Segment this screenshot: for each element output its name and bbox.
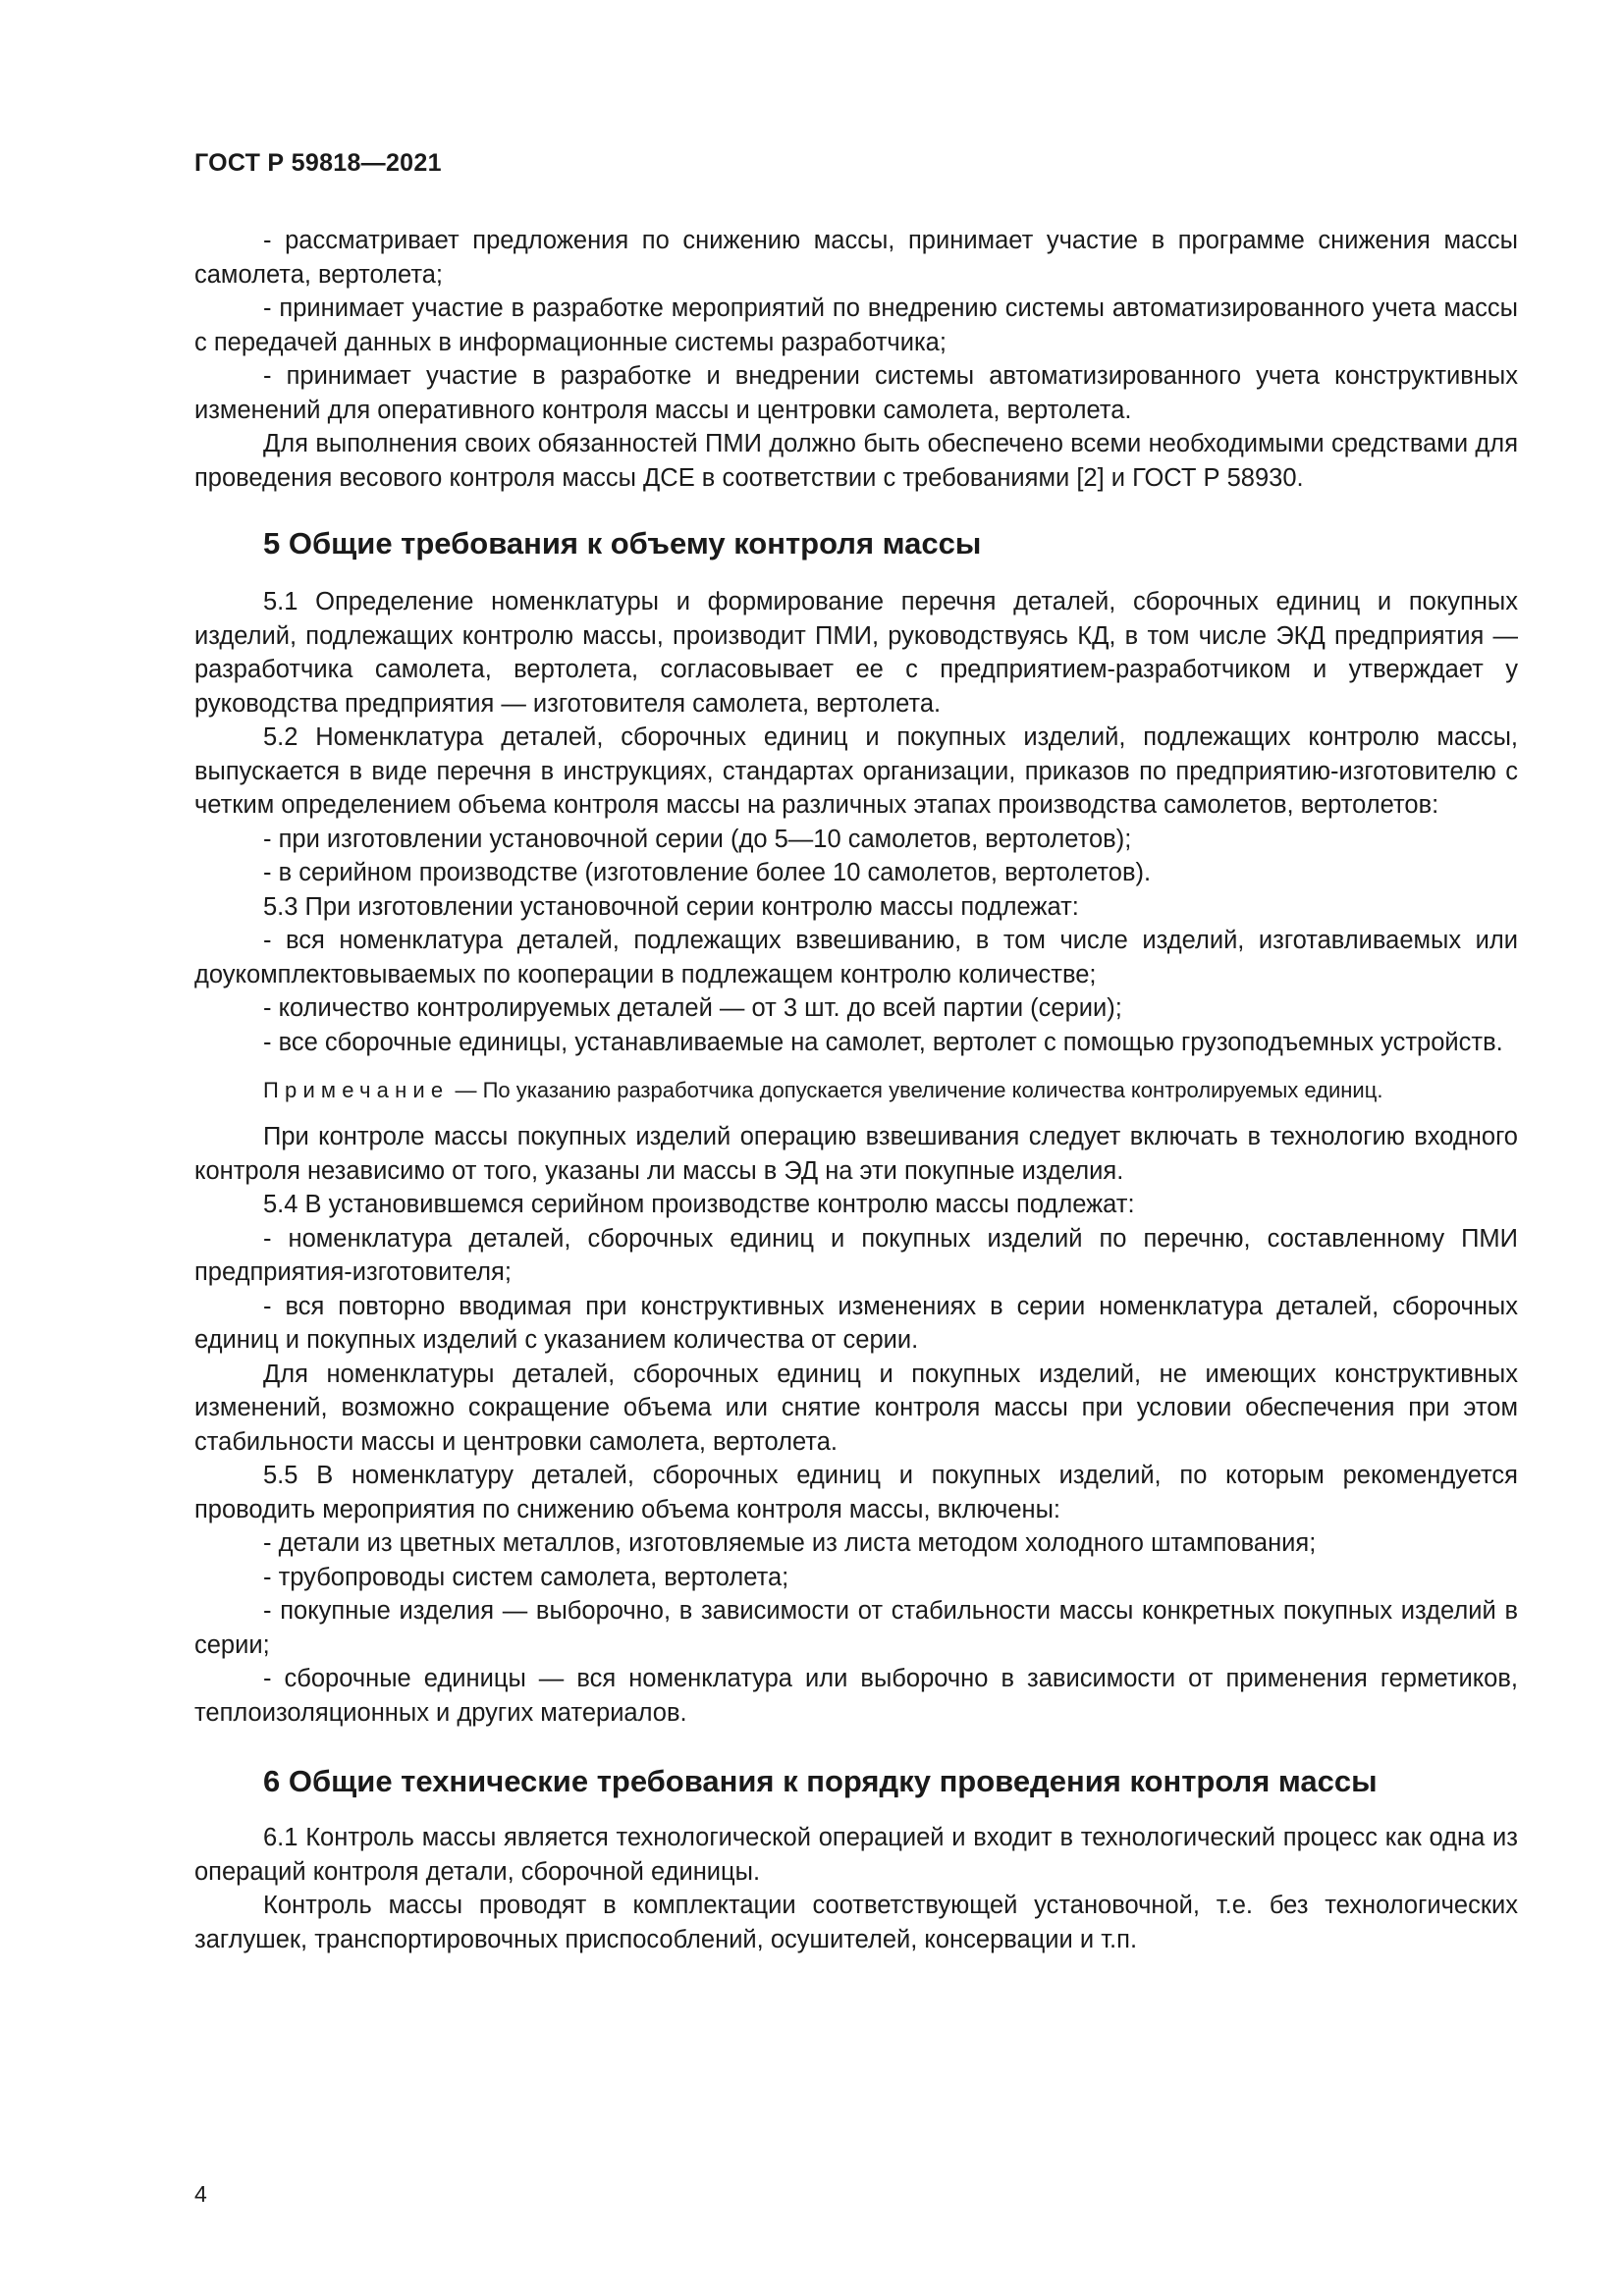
paragraph: - сборочные единицы — вся номенклатура или выборочно в зависимости от применения герметиков, теплоизоляционных и других материалов.	[194, 1665, 1518, 1727]
paragraph: - номенклатура деталей, сборочных единиц и покупных изделий по перечню, составленному ПМИ предприятия-изготовителя;	[194, 1224, 1518, 1286]
paragraph: 5.4 В установившемся серийном производстве контролю массы подлежат:	[263, 1191, 1135, 1218]
paragraph: - количество контролируемых деталей — от 3 шт. до всей партии (серии);	[263, 994, 1122, 1022]
intro-block	[194, 224, 1518, 495]
note-text: По указанию разработчика допускается увеличение количества контролируемых единиц.	[482, 1078, 1383, 1102]
paragraph: - все сборочные единицы, устанавливаемые на самолет, вертолет с помощью грузоподъемных устройств.	[263, 1028, 1503, 1056]
section-6-body	[194, 1821, 1518, 1956]
page-content	[194, 224, 1518, 1956]
section-5-body	[194, 585, 1518, 1730]
paragraph: - трубопроводы систем самолета, вертолета;	[263, 1563, 789, 1591]
paragraph: - принимает участие в разработке и внедрении системы автоматизированного учета конструктивных изменений для оперативного контроля массы и центровки самолета, вертолета.	[194, 362, 1518, 424]
paragraph: - в серийном производстве (изготовление более 10 самолетов, вертолетов).	[263, 859, 1152, 886]
paragraph: 5.3 При изготовлении установочной серии контролю массы подлежат:	[263, 892, 1079, 921]
paragraph: 5.1 Определение номенклатуры и формирование перечня деталей, сборочных единиц и покупных изделий, подлежащих контролю массы, производит ПМИ, руководствуясь КД, в том числе ЭКД предприятия — разработчика самолета, вертолета, согласовывает ее с предприятием-разработчиком и утверждает у руководства предприятия — изготовителя самолета, вертолета.	[194, 588, 1518, 718]
paragraph: - принимает участие в разработке мероприятий по внедрению системы автоматизированного учета массы с передачей данных в информационные системы разработчика;	[194, 294, 1518, 356]
section-6-heading: 6 Общие технические требования к порядку проведения контроля массы	[263, 1764, 1378, 1798]
page-number: 4	[194, 2181, 207, 2207]
paragraph: - покупные изделия — выборочно, в зависимости от стабильности массы конкретных покупных изделий в серии;	[194, 1597, 1518, 1659]
paragraph: 6.1 Контроль массы является технологической операцией и входит в технологический процесс как одна из операций контроля детали, сборочной единицы.	[194, 1824, 1518, 1886]
standard-header: ГОСТ Р 59818—2021	[194, 149, 442, 177]
paragraph: Для номенклатуры деталей, сборочных единиц и покупных изделий, не имеющих конструктивных изменений, возможно сокращение объема или снятие контроля массы при условии обеспечения при этом стабильности массы и центровки самолета, вертолета.	[194, 1360, 1518, 1456]
note-label: Примечание	[263, 1078, 450, 1102]
paragraph: - вся повторно вводимая при конструктивных изменениях в серии номенклатура деталей, сборочных единиц и покупных изделий с указанием количества от серии.	[194, 1292, 1518, 1354]
paragraph: Для выполнения своих обязанностей ПМИ должно быть обеспечено всеми необходимыми средствами для проведения весового контроля массы ДСЕ в соответствии с требованиями [2] и ГОСТ Р 58930.	[194, 430, 1518, 492]
note-dash: —	[449, 1078, 483, 1102]
paragraph: - детали из цветных металлов, изготовляемые из листа методом холодного штампования;	[263, 1529, 1317, 1557]
section-5-heading: 5 Общие требования к объему контроля массы	[263, 526, 982, 561]
paragraph: - при изготовлении установочной серии (до 5—10 самолетов, вертолетов);	[263, 825, 1132, 853]
paragraph: При контроле массы покупных изделий операцию взвешивания следует включать в технологию входного контроля независимо от того, указаны ли массы в ЭД на эти покупные изделия.	[194, 1123, 1518, 1185]
paragraph: - рассматривает предложения по снижению массы, принимает участие в программе снижения массы самолета, вертолета;	[194, 227, 1518, 289]
paragraph: 5.5 В номенклатуру деталей, сборочных единиц и покупных изделий, по которым рекомендуется проводить мероприятия по снижению объема контроля массы, включены:	[194, 1462, 1518, 1523]
paragraph: - вся номенклатура деталей, подлежащих взвешиванию, в том числе изделий, изготавливаемых или доукомплектовываемых по кооперации в подлежащем контролю количестве;	[194, 927, 1518, 988]
note	[194, 1075, 1518, 1106]
paragraph: 5.2 Номенклатура деталей, сборочных единиц и покупных изделий, подлежащих контролю массы, выпускается в виде перечня в инструкциях, стандартах организации, приказов по предприятию-изготовителю с четким определением объема контроля массы на различных этапах производства самолетов, вертолетов:	[194, 723, 1518, 819]
paragraph: Контроль массы проводят в комплектации соответствующей установочной, т.е. без технологических заглушек, транспортировочных приспособлений, осушителей, консервации и т.п.	[194, 1892, 1518, 1953]
